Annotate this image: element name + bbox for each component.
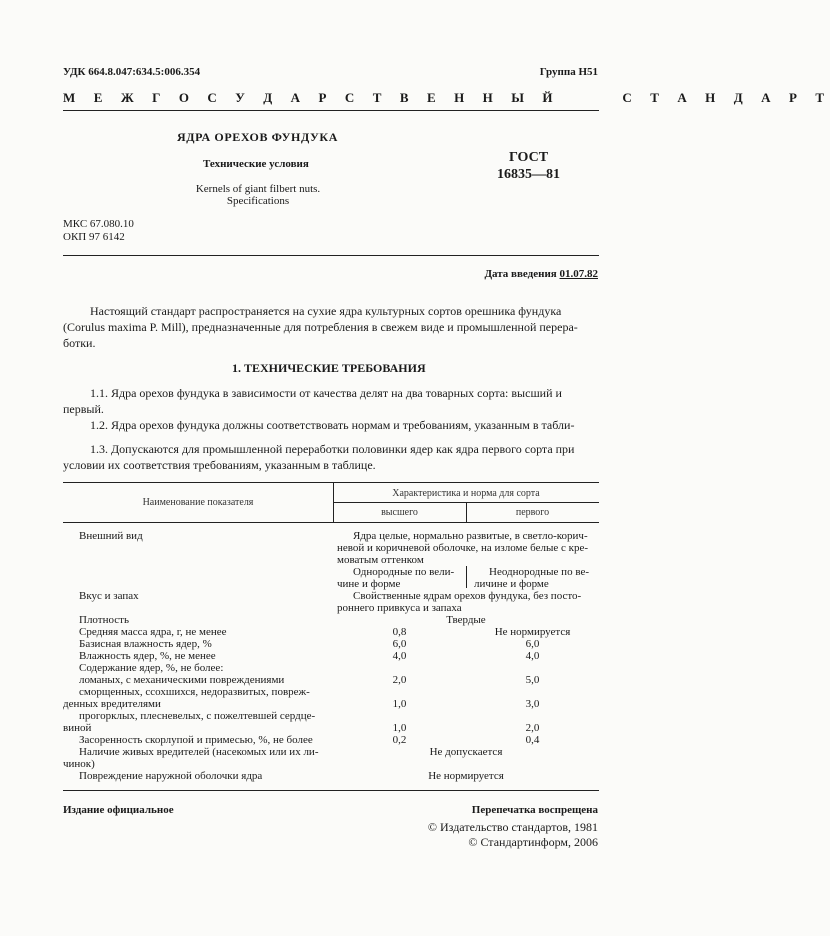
row-appearance-common-3: моватым оттенком bbox=[337, 554, 424, 566]
row-shriveled-first: 3,0 bbox=[525, 698, 540, 710]
row-appearance-first-2: личине и форме bbox=[474, 578, 549, 590]
standard-banner: М Е Ж Г О С У Д А Р С Т В Е Н Н Ы Й С Т А Н Д А Р Т bbox=[63, 90, 830, 105]
row-appearance-common-1: Ядра целые, нормально развитые, в светло-корич- bbox=[353, 530, 588, 542]
official-edition: Издание официальное bbox=[63, 804, 174, 816]
table-col-top: высшего bbox=[381, 507, 418, 518]
intro-date-value: 01.07.82 bbox=[559, 268, 598, 280]
title-rule bbox=[63, 255, 599, 256]
intro-line-3: ботки. bbox=[63, 336, 96, 350]
row-shell-name: Засоренность скорлупой и примесью, %, не более bbox=[79, 734, 313, 746]
row-basis-moisture-name: Базисная влажность ядер, % bbox=[79, 638, 212, 650]
row-mass-name: Средняя масса ядра, г, не менее bbox=[79, 626, 227, 638]
row-pests-name-1: Наличие живых вредителей (насекомых или их ли- bbox=[79, 746, 319, 758]
row-mass-first: Не нормируется bbox=[494, 626, 571, 638]
english-title-line2: Specifications bbox=[226, 195, 290, 207]
row-appearance-top-2: чине и форме bbox=[337, 578, 401, 590]
row-appearance-divider bbox=[466, 566, 467, 588]
section-heading: 1. ТЕХНИЧЕСКИЕ ТРЕБОВАНИЯ bbox=[232, 361, 426, 375]
para-1-3-line1: 1.3. Допускаются для промышленной переработки половинки ядер как ядра первого сорта при bbox=[90, 442, 575, 456]
standard-subtitle: Технические условия bbox=[203, 158, 309, 170]
para-1-3-line2: условии их соответствия требованиям, указанным в таблице. bbox=[63, 458, 376, 472]
row-appearance-name: Внешний вид bbox=[79, 530, 143, 542]
row-rancid-top: 1,0 bbox=[392, 722, 407, 734]
row-taste-value-1: Свойственные ядрам орехов фундука, без посто- bbox=[353, 590, 582, 602]
udc-code: УДК 664.8.047:634.5:006.354 bbox=[63, 66, 201, 78]
row-appearance-top-1: Однородные по вели- bbox=[353, 566, 455, 578]
table-col-first: первого bbox=[515, 507, 550, 518]
intro-line-2: (Corulus maxima P. Mill), предназначенные для потребления в свежем виде и промышленной перера- bbox=[63, 320, 578, 334]
row-outer-damage-value: Не нормируется bbox=[428, 770, 504, 782]
row-density-value: Твердые bbox=[446, 614, 486, 626]
row-shriveled-name-1: сморщенных, ссохшихся, недоразвитых, повреж- bbox=[79, 686, 310, 698]
para-1-2: 1.2. Ядра орехов фундука должны соответствовать нормам и требованиям, указанным в табли- bbox=[90, 418, 575, 432]
row-outer-damage-name: Повреждение наружной оболочки ядра bbox=[79, 770, 263, 782]
row-rancid-name-2: виной bbox=[63, 722, 92, 734]
row-rancid-name-1: прогорклых, плесневелых, с пожелтевшей сердце- bbox=[79, 710, 316, 722]
row-basis-moisture-first: 6,0 bbox=[525, 638, 540, 650]
intro-date-label: Дата введения bbox=[484, 268, 557, 280]
row-taste-value-2: роннего привкуса и запаха bbox=[337, 602, 462, 614]
para-1-1-line2: первый. bbox=[63, 402, 104, 416]
row-broken-first: 5,0 bbox=[525, 674, 540, 686]
row-taste-name: Вкус и запах bbox=[79, 590, 139, 602]
row-pests-value: Не допускается bbox=[429, 746, 503, 758]
row-moisture-top: 4,0 bbox=[392, 650, 407, 662]
row-shriveled-name-2: денных вредителями bbox=[63, 698, 161, 710]
row-basis-moisture-top: 6,0 bbox=[392, 638, 407, 650]
mks-code: МКС 67.080.10 bbox=[63, 218, 134, 230]
okp-code: ОКП 97 6142 bbox=[63, 231, 125, 243]
copyright-1: © Издательство стандартов, 1981 bbox=[427, 820, 598, 834]
gost-label: ГОСТ bbox=[509, 150, 549, 165]
header-rule bbox=[63, 110, 599, 111]
row-shell-top: 0,2 bbox=[392, 734, 407, 746]
standard-title: ЯДРА ОРЕХОВ ФУНДУКА bbox=[177, 130, 338, 144]
intro-line-1: Настоящий стандарт распространяется на сухие ядра культурных сортов орешника фундука bbox=[90, 304, 562, 318]
english-title-line1: Kernels of giant filbert nuts. bbox=[195, 183, 321, 195]
row-appearance-first-1: Неоднородные по ве- bbox=[489, 566, 589, 578]
row-moisture-first: 4,0 bbox=[525, 650, 540, 662]
row-content-name: Содержание ядер, %, не более: bbox=[79, 662, 224, 674]
row-broken-top: 2,0 bbox=[392, 674, 407, 686]
table-col-group: Характеристика и норма для сорта bbox=[392, 488, 540, 499]
row-broken-name: ломаных, с механическими повреждениями bbox=[79, 674, 285, 686]
table-bottom-rule bbox=[63, 790, 599, 791]
para-1-1-line1: 1.1. Ядра орехов фундука в зависимости от качества делят на два товарных сорта: высший и bbox=[90, 386, 562, 400]
table-top-rule bbox=[63, 482, 599, 483]
row-density-name: Плотность bbox=[79, 614, 129, 626]
table-header-rule bbox=[63, 522, 599, 523]
row-rancid-first: 2,0 bbox=[525, 722, 540, 734]
table-subheader-rule bbox=[333, 502, 599, 503]
gost-number: 16835—81 bbox=[497, 167, 560, 182]
row-appearance-common-2: невой и коричневой оболочке, на изломе белые с кре- bbox=[337, 542, 589, 554]
row-pests-name-2: чинок) bbox=[63, 758, 95, 770]
intro-date bbox=[484, 268, 598, 280]
table-col-name: Наименование показателя bbox=[142, 497, 254, 508]
row-mass-top: 0,8 bbox=[392, 626, 407, 638]
copyright-2: © Стандартинформ, 2006 bbox=[468, 835, 598, 849]
row-shell-first: 0,4 bbox=[525, 734, 540, 746]
row-moisture-name: Влажность ядер, %, не менее bbox=[79, 650, 216, 662]
group-code: Группа Н51 bbox=[539, 66, 598, 78]
row-shriveled-top: 1,0 bbox=[392, 698, 407, 710]
reprint-notice: Перепечатка воспрещена bbox=[471, 804, 598, 816]
